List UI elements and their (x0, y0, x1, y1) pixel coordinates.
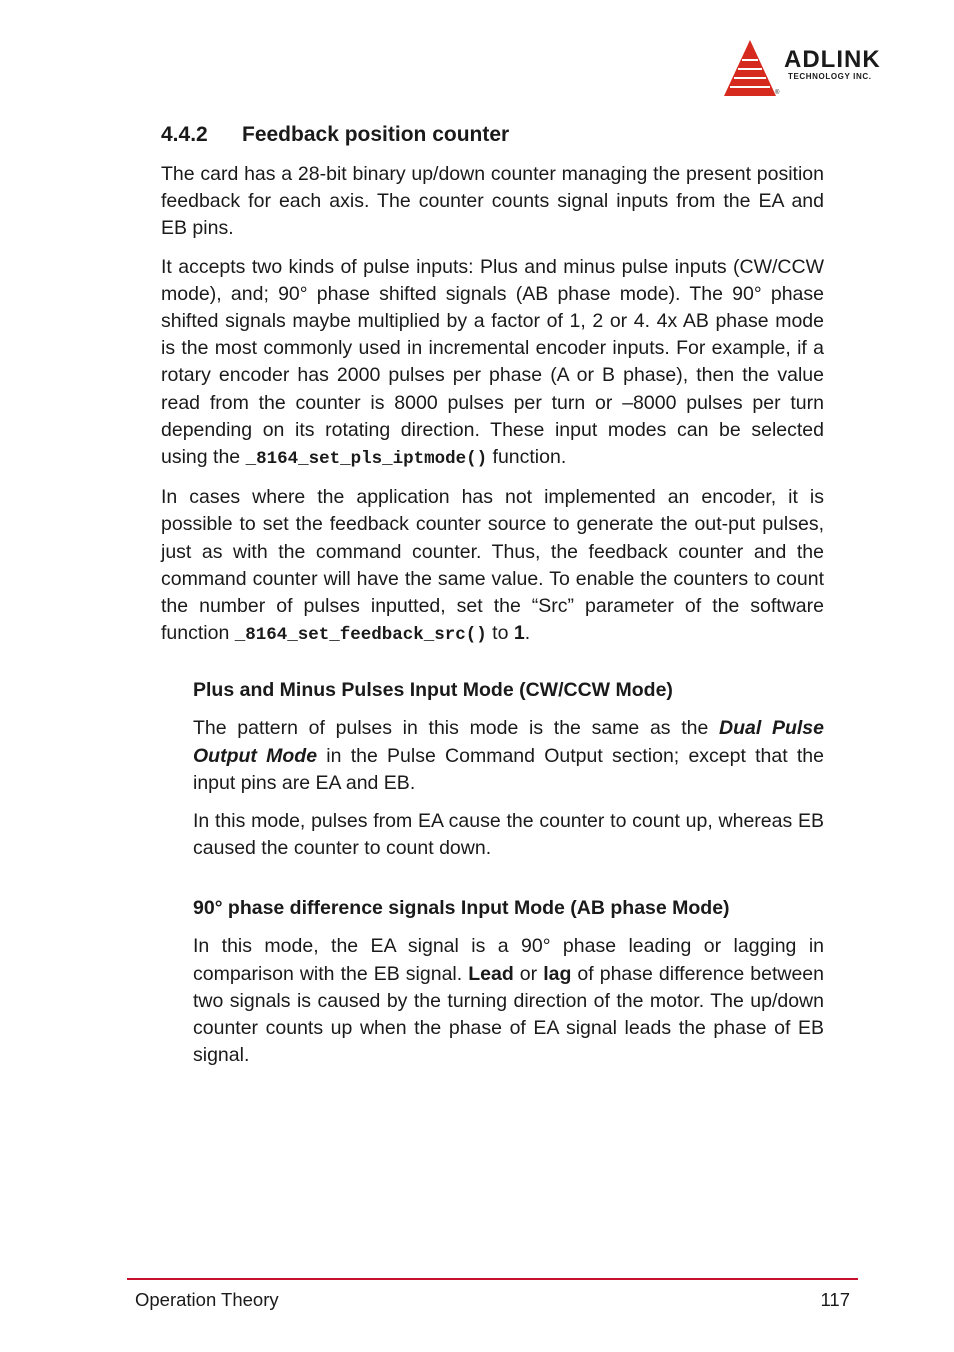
section-title: Feedback position counter (242, 123, 510, 146)
section-heading (161, 121, 824, 149)
page-content (161, 121, 824, 1080)
subsection-title: 90° phase difference signals Input Mode (AB phase Mode) (193, 897, 730, 920)
paragraph-pulse-inputs: It accepts two kinds of pulse inputs: Plus and minus pulse inputs (CW/CCW mode), and; 90° phase shifted signals (AB phase mode). The 90° phase shifted signals maybe multiplied by a factor of 1, 2 or 4. 4x AB phase mode is the most commonly used in incremental encoder inputs. For example, if a rotary encoder has 2000 pulses per phase (A or B phase), then the value read from the counter is 8000 pulses per turn or –8000 pulses per turn depending on its rotating direction. These input modes can be selected using the _8164_set_pls_iptmode() function. (161, 255, 824, 470)
adlink-triangle-icon (722, 38, 778, 98)
logo-text: ADLINK (784, 46, 881, 73)
paragraph-cw-ccw-count: In this mode, pulses from EA cause the counter to count up, whereas EB caused the counter to count down. (193, 810, 824, 860)
page-number: 117 (820, 1289, 850, 1310)
paragraph-ab-phase: In this mode, the EA signal is a 90° phase leading or lagging in comparison with the EB signal. Lead or lag of phase difference between two signals is caused by the turning direction of the motor. The up/down counter counts up when the phase of EA signal leads the phase of EB signal. (193, 935, 824, 1067)
paragraph-cw-ccw-pattern: The pattern of pulses in this mode is the same as the Dual Pulse Output Mode in the Pulse Command Output section; except that the input pins are EA and EB. (193, 717, 825, 794)
adlink-logo (722, 38, 912, 100)
subsection-cw-ccw (193, 677, 824, 862)
paragraph-feedback-source: In cases where the application has not implemented an encoder, it is possible to set the feedback counter source to generate the out-put pulses, just as with the command counter. Thus, the feedback counter and the command counter will have the same value. To enable the counters to count the number of pulses inputted, set the “Src” parameter of the software function _8164_set_feedback_src() to 1. (161, 486, 824, 646)
function-name: _8164_set_feedback_src() (234, 625, 487, 646)
function-name: _8164_set_pls_iptmode() (245, 449, 488, 470)
subsection-ab-phase (193, 895, 824, 1069)
footer-divider (127, 1278, 858, 1280)
paragraph-counter-intro: The card has a 28-bit binary up/down counter managing the present position feedback for each axis. The counter counts signal inputs from the EA and EB pins. (161, 163, 824, 240)
subsection-title: Plus and Minus Pulses Input Mode (CW/CCW Mode) (193, 679, 673, 702)
logo-subtext: TECHNOLOGY INC. (788, 72, 872, 81)
parameter-value: 1 (513, 622, 525, 645)
section-number: 4.4.2 (161, 123, 208, 146)
registered-mark: ® (775, 90, 780, 96)
emphasis-text: Dual Pulse Output Mode (193, 717, 824, 767)
footer-chapter: Operation Theory (135, 1289, 279, 1310)
